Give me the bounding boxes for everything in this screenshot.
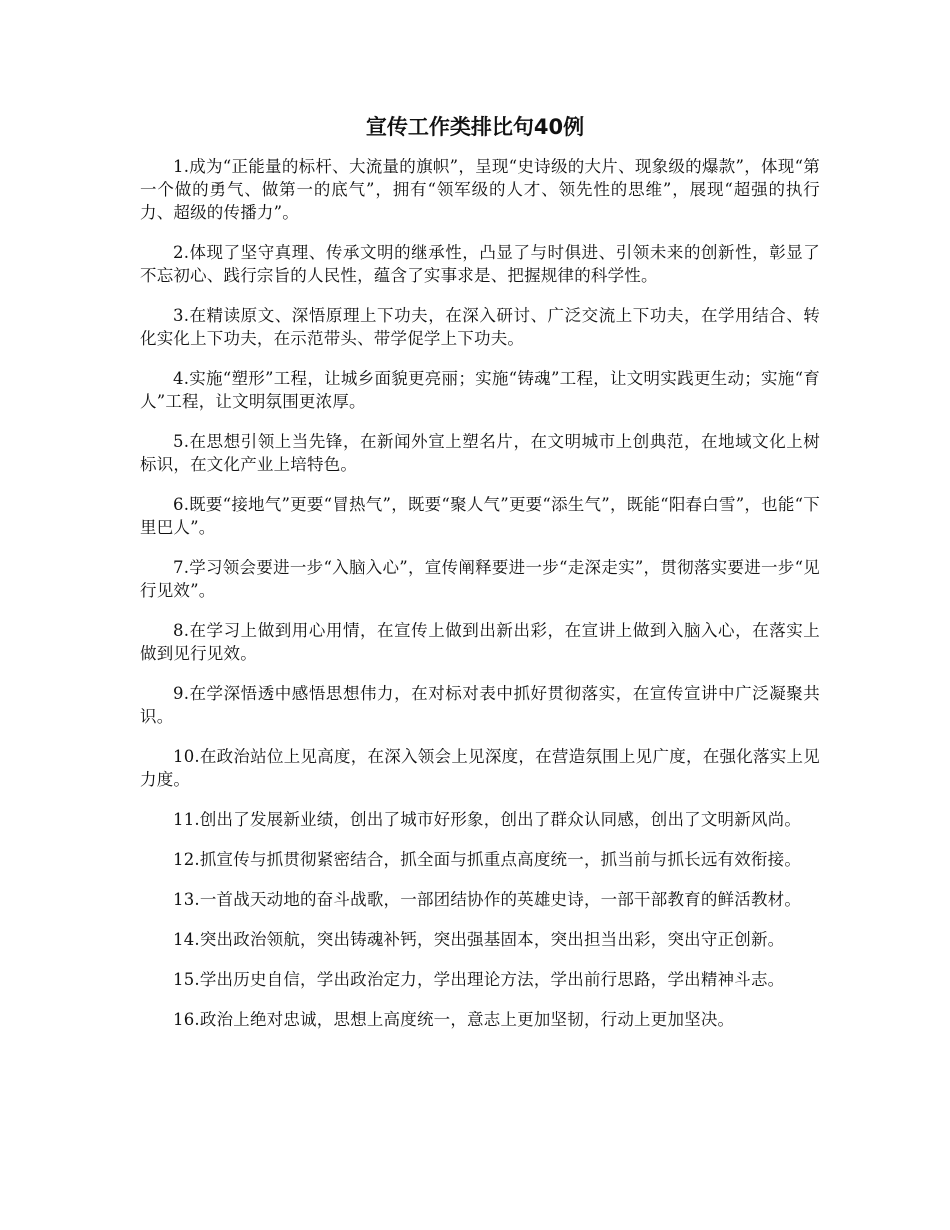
paragraph-10: 10.在政治站位上见高度，在深入领会上见深度，在营造氛围上见广度，在强化落实上见力度。 [140,747,820,789]
paragraph-1: 1.成为“正能量的标杆、大流量的旗帜”，呈现“史诗级的大片、现象级的爆款”，体现“第一个做的勇气、做第一的底气”，拥有“领军级的人才、领先性的思维”，展现“超强的执行力、超级的传播力”。 [140,157,820,222]
paragraph-2: 2.体现了坚守真理、传承文明的继承性，凸显了与时俱进、引领未来的创新性，彰显了不忘初心、践行宗旨的人民性，蕴含了实事求是、把握规律的科学性。 [140,243,820,285]
paragraph-9: 9.在学深悟透中感悟思想伟力，在对标对表中抓好贯彻落实，在宣传宣讲中广泛凝聚共识。 [140,684,820,726]
paragraph-15: 15.学出历史自信，学出政治定力，学出理论方法，学出前行思路，学出精神斗志。 [173,970,785,989]
paragraph-14: 14.突出政治领航，突出铸魂补钙，突出强基固本，突出担当出彩，突出守正创新。 [173,930,785,949]
document-title: 宣传工作类排比句40例 [365,115,585,139]
paragraph-13: 13.一首战天动地的奋斗战歌，一部团结协作的英雄史诗，一部干部教育的鲜活教材。 [173,890,802,909]
paragraph-4: 4.实施“塑形”工程，让城乡面貌更亮丽；实施“铸魂”工程，让文明实践更生动；实施“育人”工程，让文明氛围更浓厚。 [140,369,820,411]
paragraph-12: 12.抓宣传与抓贯彻紧密结合，抓全面与抓重点高度统一，抓当前与抓长远有效衔接。 [173,850,802,869]
paragraph-6: 6.既要“接地气”更要“冒热气”，既要“聚人气”更要“添生气”，既能“阳春白雪”，也能“下里巴人”。 [140,495,820,537]
paragraph-7: 7.学习领会要进一步“入脑入心”，宣传阐释要进一步“走深走实”，贯彻落实要进一步“见行见效”。 [140,558,820,600]
paragraph-3: 3.在精读原文、深悟原理上下功夫，在深入研讨、广泛交流上下功夫，在学用结合、转化实化上下功夫，在示范带头、带学促学上下功夫。 [140,306,820,348]
paragraph-5: 5.在思想引领上当先锋，在新闻外宣上塑名片，在文明城市上创典范，在地域文化上树标识，在文化产业上培特色。 [140,432,820,474]
paragraph-11: 11.创出了发展新业绩，创出了城市好形象，创出了群众认同感，创出了文明新风尚。 [173,810,802,829]
paragraph-16: 16.政治上绝对忠诚，思想上高度统一，意志上更加坚韧，行动上更加坚决。 [173,1010,735,1029]
document-body [140,155,820,1048]
paragraph-8: 8.在学习上做到用心用情，在宣传上做到出新出彩，在宣讲上做到入脑入心，在落实上做到见行见效。 [140,621,820,663]
